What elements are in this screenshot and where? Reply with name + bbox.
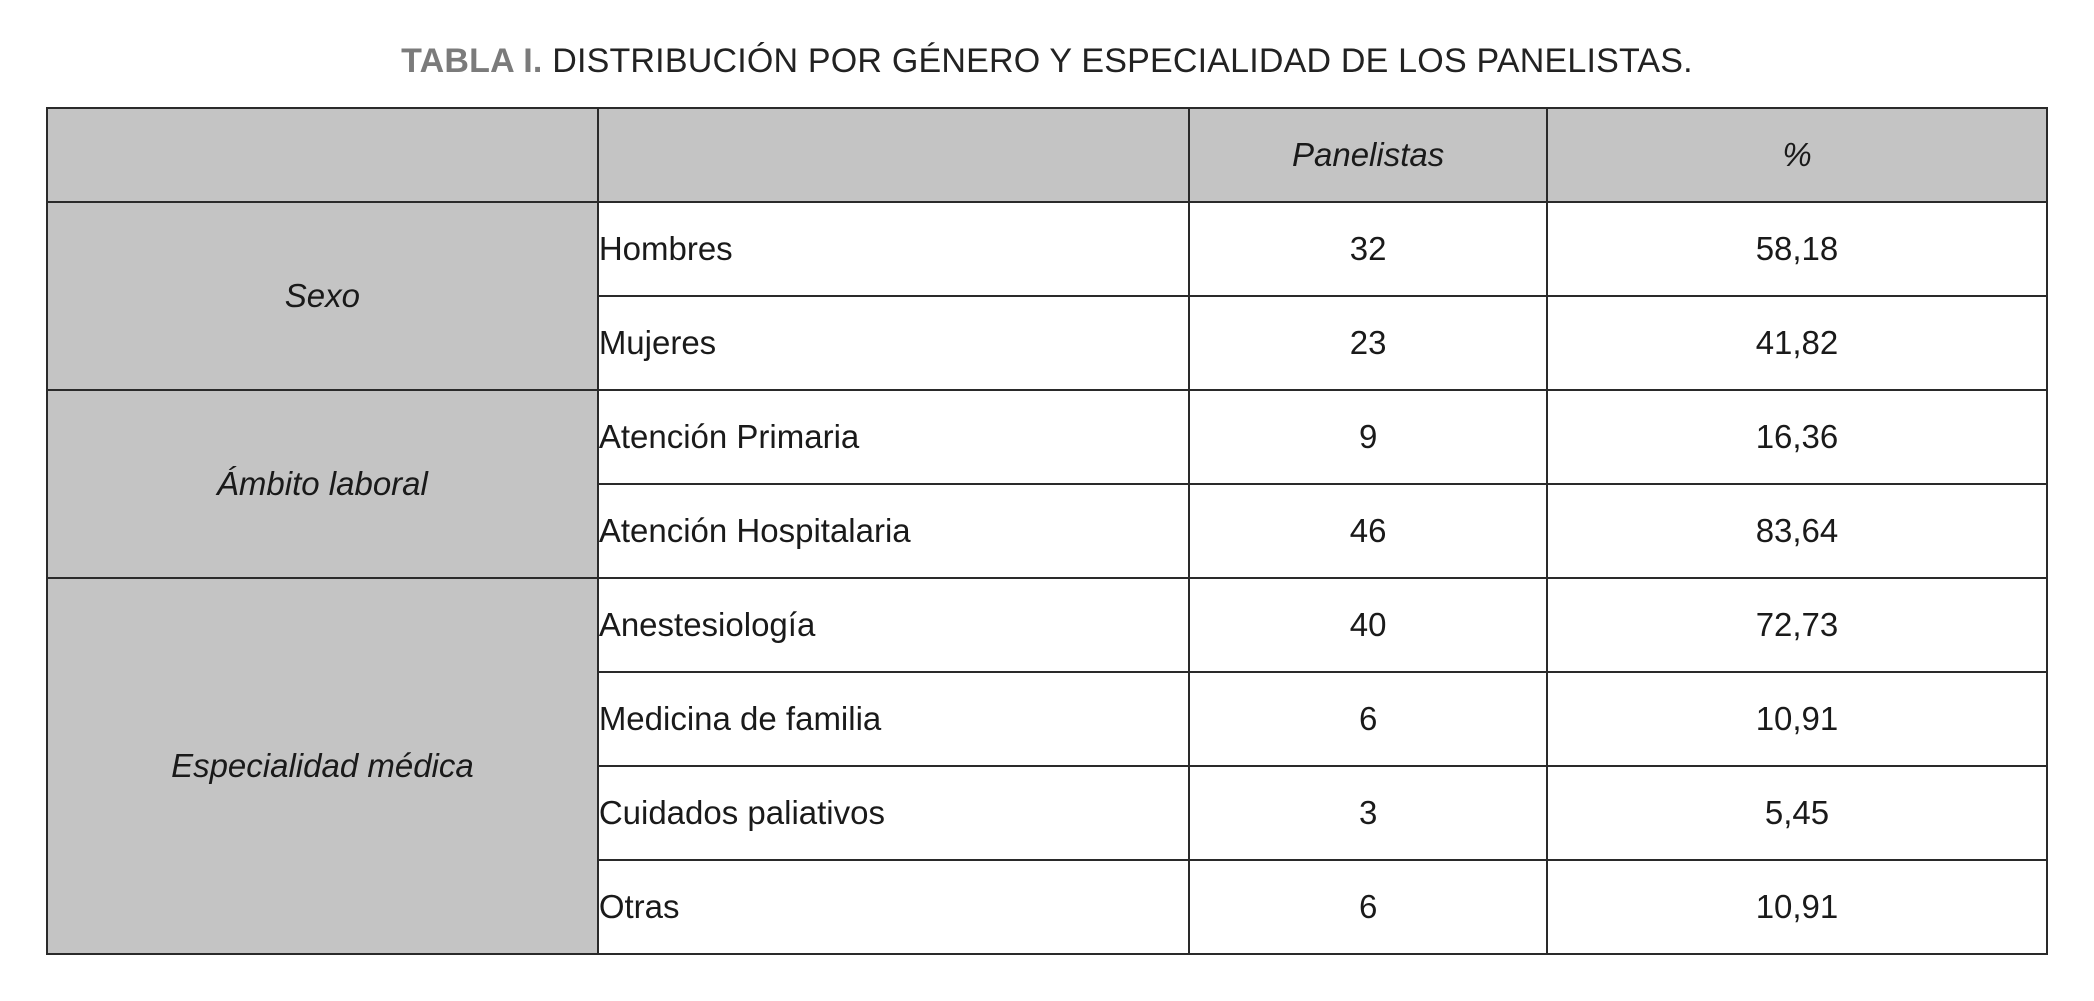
row-label: Atención Primaria [598,390,1189,484]
row-panelistas: 40 [1189,578,1547,672]
table-row [47,390,2047,484]
table-header-row [47,108,2047,202]
row-panelistas: 3 [1189,766,1547,860]
row-percent: 72,73 [1547,578,2047,672]
table-row [47,202,2047,296]
row-panelistas: 9 [1189,390,1547,484]
row-percent: 5,45 [1547,766,2047,860]
row-panelistas: 6 [1189,860,1547,954]
table-caption [0,0,2094,107]
row-percent: 58,18 [1547,202,2047,296]
row-panelistas: 6 [1189,672,1547,766]
row-label: Otras [598,860,1189,954]
group-label-especialidad-medica: Especialidad médica [47,578,598,954]
row-label: Medicina de familia [598,672,1189,766]
row-percent: 41,82 [1547,296,2047,390]
row-label: Anestesiología [598,578,1189,672]
row-panelistas: 23 [1189,296,1547,390]
row-percent: 16,36 [1547,390,2047,484]
row-percent: 83,64 [1547,484,2047,578]
header-panelistas: Panelistas [1189,108,1547,202]
table-container [46,107,2048,955]
row-panelistas: 32 [1189,202,1547,296]
header-percent: % [1547,108,2047,202]
row-label: Cuidados paliativos [598,766,1189,860]
row-percent: 10,91 [1547,860,2047,954]
row-label: Atención Hospitalaria [598,484,1189,578]
group-label-sexo: Sexo [47,202,598,390]
table-caption-label: TABLA I. [401,42,543,80]
group-label-ambito-laboral: Ámbito laboral [47,390,598,578]
table-caption-text: DISTRIBUCIÓN POR GÉNERO Y ESPECIALIDAD DE LOS PANELISTAS. [552,42,1693,80]
row-label: Mujeres [598,296,1189,390]
panelists-table [46,107,2048,955]
header-blank-group [47,108,598,202]
header-blank-label [598,108,1189,202]
table-row [47,578,2047,672]
row-label: Hombres [598,202,1189,296]
row-panelistas: 46 [1189,484,1547,578]
row-percent: 10,91 [1547,672,2047,766]
